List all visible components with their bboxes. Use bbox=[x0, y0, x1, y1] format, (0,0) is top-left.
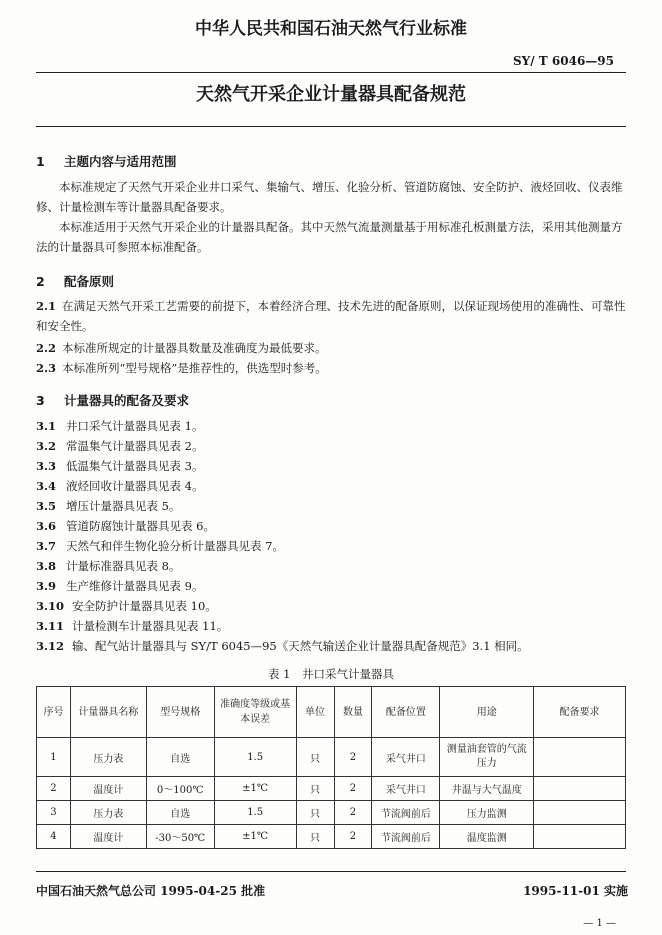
clause-3-3 bbox=[36, 458, 203, 474]
section-number: 2 bbox=[36, 274, 45, 289]
title-rule bbox=[36, 126, 626, 127]
header-cell: 计量器具名称 bbox=[70, 687, 146, 738]
section-number: 1 bbox=[36, 154, 45, 169]
footer-rule bbox=[36, 871, 626, 872]
section-title: 计量器具的配备及要求 bbox=[64, 393, 190, 408]
clause-3-7 bbox=[36, 538, 284, 554]
header-cell: 序号 bbox=[37, 687, 71, 738]
table-row bbox=[37, 777, 626, 801]
clause-number: 3.10 bbox=[36, 599, 65, 613]
equipment-table bbox=[36, 686, 626, 849]
clause-number: 3.7 bbox=[36, 539, 57, 553]
clause-text: 增压计量器具见表 5。 bbox=[66, 499, 181, 513]
table-cell: 测量油套管的气流压力 bbox=[440, 738, 534, 777]
header-rule bbox=[36, 72, 626, 73]
header-cell: 单位 bbox=[296, 687, 334, 738]
table-cell: 节流阀前后 bbox=[372, 801, 440, 825]
clause-3-10 bbox=[36, 598, 217, 614]
clause-number: 3.2 bbox=[36, 439, 57, 453]
header-cell: 数量 bbox=[334, 687, 372, 738]
section-2-heading bbox=[36, 272, 114, 290]
clause-text: 常温集气计量器具见表 2。 bbox=[66, 439, 204, 453]
clause-text: 计量检测车计量器具见表 11。 bbox=[72, 619, 229, 633]
table-cell: 1 bbox=[37, 738, 71, 777]
clause-3-1 bbox=[36, 418, 203, 434]
table-caption: 表 1 井口采气计量器具 bbox=[268, 667, 394, 681]
header-cell: 用途 bbox=[440, 687, 534, 738]
standard-code: SY/ T 6046—95 bbox=[513, 54, 614, 68]
table-row bbox=[37, 738, 626, 777]
table-cell: 1.5 bbox=[214, 801, 296, 825]
clause-3-8 bbox=[36, 558, 180, 574]
page-number: — 1 — bbox=[583, 918, 616, 929]
table-cell: 4 bbox=[37, 825, 71, 849]
clause-number: 3.8 bbox=[36, 559, 57, 573]
clause-number: 3.1 bbox=[36, 419, 57, 433]
clause-3-5 bbox=[36, 498, 180, 514]
clause-number: 2.3 bbox=[36, 361, 57, 375]
clause-3-11 bbox=[36, 618, 228, 634]
table-cell bbox=[534, 777, 626, 801]
clause-text: 低温集气计量器具见表 3。 bbox=[66, 459, 204, 473]
table-header-row bbox=[37, 687, 626, 738]
clause-3-2 bbox=[36, 438, 203, 454]
table-cell: 0～100℃ bbox=[146, 777, 214, 801]
clause-3-6 bbox=[36, 518, 215, 534]
table-cell: 温度计 bbox=[70, 777, 146, 801]
table-cell: 1.5 bbox=[214, 738, 296, 777]
table-cell: 采气井口 bbox=[372, 777, 440, 801]
section-title: 主题内容与适用范围 bbox=[64, 154, 177, 169]
table-cell: 自选 bbox=[146, 801, 214, 825]
clause-2-1 bbox=[36, 296, 626, 336]
clause-2-2 bbox=[36, 338, 626, 358]
table-cell: 自选 bbox=[146, 738, 214, 777]
clause-3-9 bbox=[36, 578, 203, 594]
header-cell: 准确度等级或基本误差 bbox=[214, 687, 296, 738]
clause-text: 井口采气计量器具见表 1。 bbox=[66, 419, 204, 433]
table-cell: ±1℃ bbox=[214, 777, 296, 801]
table-cell: 井温与大气温度 bbox=[440, 777, 534, 801]
clause-text: 本标准所列“型号规格”是推荐性的，供选型时参考。 bbox=[62, 361, 327, 375]
clause-text: 生产维修计量器具见表 9。 bbox=[66, 579, 204, 593]
table-cell: 2 bbox=[334, 801, 372, 825]
table-cell: 2 bbox=[334, 777, 372, 801]
clause-number: 3.12 bbox=[36, 639, 65, 653]
section-title: 配备原则 bbox=[64, 274, 115, 289]
clause-number: 3.3 bbox=[36, 459, 57, 473]
table-row bbox=[37, 801, 626, 825]
clause-number: 3.4 bbox=[36, 479, 57, 493]
document-title: 天然气开采企业计量器具配备规范 bbox=[196, 84, 466, 105]
table-cell: ±1℃ bbox=[214, 825, 296, 849]
clause-text: 输、配气站计量器具与 SY/T 6045—95《天然气输送企业计量器具配备规范》3.1 相同。 bbox=[72, 639, 529, 653]
table-cell bbox=[534, 801, 626, 825]
clause-number: 2.2 bbox=[36, 341, 57, 355]
table-cell: -30～50℃ bbox=[146, 825, 214, 849]
clause-text: 计量标准器具见表 8。 bbox=[66, 559, 181, 573]
clause-2-3 bbox=[36, 358, 626, 378]
table-cell: 只 bbox=[296, 777, 334, 801]
header-cell: 型号规格 bbox=[146, 687, 214, 738]
header-cell: 配备要求 bbox=[534, 687, 626, 738]
table-cell: 温度监测 bbox=[440, 825, 534, 849]
table-cell: 3 bbox=[37, 801, 71, 825]
approval-line: 中国石油天然气总公司 1995-04-25 批准 bbox=[36, 884, 266, 898]
table-cell: 节流阀前后 bbox=[372, 825, 440, 849]
clause-number: 3.11 bbox=[36, 619, 65, 633]
section-1-paragraph-1: 本标准规定了天然气开采企业井口采气、集输气、增压、化验分析、管道防腐蚀、安全防护、液烃回收、仪表维修、计量检测车等计量器具配备要求。 bbox=[36, 180, 623, 214]
header-cell: 配备位置 bbox=[372, 687, 440, 738]
clause-number: 3.9 bbox=[36, 579, 57, 593]
implementation-date: 1995-11-01 实施 bbox=[523, 884, 628, 898]
table-cell: 采气井口 bbox=[372, 738, 440, 777]
table-row bbox=[37, 825, 626, 849]
table-cell: 压力表 bbox=[70, 738, 146, 777]
section-1-heading bbox=[36, 152, 177, 170]
clause-text: 液烃回收计量器具见表 4。 bbox=[66, 479, 204, 493]
section-1-paragraph-2: 本标准适用于天然气开采企业的计量器具配备。其中天然气流量测量基于用标准孔板测量方法，采用其他测量方法的计量器具可参照本标准配备。 bbox=[36, 220, 623, 254]
clause-text: 管道防腐蚀计量器具见表 6。 bbox=[66, 519, 215, 533]
table-cell: 只 bbox=[296, 825, 334, 849]
table-cell: 只 bbox=[296, 738, 334, 777]
clause-number: 2.1 bbox=[36, 299, 57, 313]
table-cell: 温度计 bbox=[70, 825, 146, 849]
table-cell bbox=[534, 738, 626, 777]
clause-number: 3.5 bbox=[36, 499, 57, 513]
clause-text: 本标准所规定的计量器具数量及准确度为最低要求。 bbox=[62, 341, 327, 355]
clause-text: 天然气和伴生物化验分析计量器具见表 7。 bbox=[66, 539, 284, 553]
table-cell: 2 bbox=[37, 777, 71, 801]
table-cell: 2 bbox=[334, 825, 372, 849]
clause-3-12 bbox=[36, 638, 529, 654]
section-number: 3 bbox=[36, 393, 45, 408]
table-cell: 压力监测 bbox=[440, 801, 534, 825]
industry-standard-heading: 中华人民共和国石油天然气行业标准 bbox=[195, 19, 467, 39]
table-cell bbox=[534, 825, 626, 849]
clause-number: 3.6 bbox=[36, 519, 57, 533]
clause-text: 在满足天然气开采工艺需要的前提下，本着经济合理、技术先进的配备原则，以保证现场使用的准确性、可靠性和安全性。 bbox=[36, 299, 626, 333]
clause-text: 安全防护计量器具见表 10。 bbox=[72, 599, 217, 613]
table-cell: 压力表 bbox=[70, 801, 146, 825]
section-3-heading bbox=[36, 391, 189, 409]
table-cell: 只 bbox=[296, 801, 334, 825]
clause-3-4 bbox=[36, 478, 203, 494]
table-cell: 2 bbox=[334, 738, 372, 777]
